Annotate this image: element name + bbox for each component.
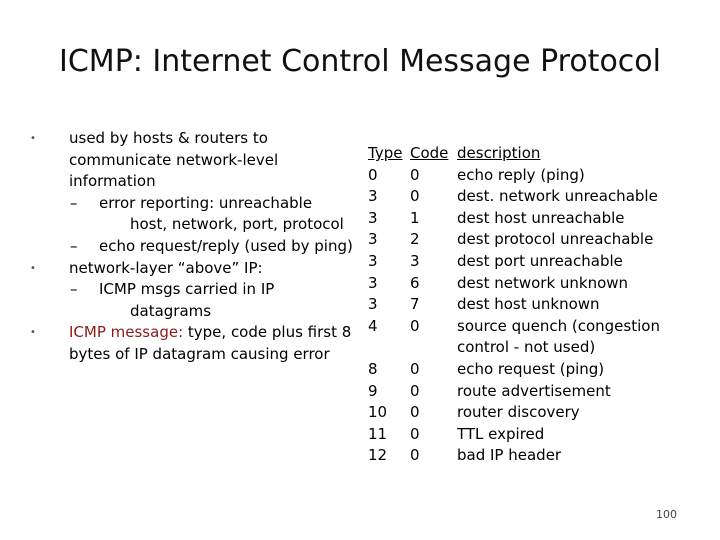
cell-description: source quench (congestion <box>457 316 660 335</box>
cell-description: route advertisement <box>457 381 611 400</box>
cell-code: 0 <box>410 424 420 443</box>
header-code: Code <box>410 144 449 162</box>
cell-code: 1 <box>410 208 420 227</box>
bullet-1-line-3: information <box>69 172 156 191</box>
sub-line-1: error reporting: unreachable <box>99 193 313 212</box>
cell-type: 10 <box>368 403 388 422</box>
cell-code: 0 <box>410 446 420 465</box>
slide-title: ICMP: Internet Control Message Protocol <box>59 44 661 79</box>
sub-icmp-line-1: ICMP msgs carried in IP <box>99 280 275 299</box>
bullet-item-2 <box>30 258 360 323</box>
sub-icmp-line-2: datagrams <box>130 301 212 320</box>
bullet-3-line-1 <box>69 322 360 344</box>
cell-description: dest. network unreachable <box>457 187 658 206</box>
cell-type: 0 <box>368 165 378 184</box>
bullet-3-line-2: bytes of IP datagram causing error <box>69 344 330 363</box>
cell-description: dest host unknown <box>457 295 600 314</box>
cell-code: 0 <box>410 359 420 378</box>
cell-type: 9 <box>368 381 378 400</box>
cell-code: 0 <box>410 165 420 184</box>
cell-type: 3 <box>368 273 378 292</box>
cell-description: control - not used) <box>457 338 596 357</box>
bullet-2-line-1: network-layer “above” IP: <box>69 258 263 277</box>
cell-description: dest network unknown <box>457 273 629 292</box>
cell-type: 3 <box>368 295 378 314</box>
bullet-marker: • <box>30 262 36 274</box>
cell-description: router discovery <box>457 403 580 422</box>
bullet-1-line-2: communicate network-level <box>69 150 279 169</box>
bullet-marker: • <box>30 133 36 144</box>
cell-type: 4 <box>368 316 378 335</box>
cell-description: dest host unreachable <box>457 208 625 227</box>
dash-marker: – <box>70 236 78 255</box>
cell-code: 7 <box>410 295 420 314</box>
bullet-marker: • <box>30 327 36 339</box>
cell-description: TTL expired <box>457 424 545 443</box>
cell-code: 0 <box>410 187 420 206</box>
sub-line-2: host, network, port, protocol <box>130 215 344 234</box>
cell-type: 3 <box>368 251 378 270</box>
cell-description: echo reply (ping) <box>457 165 585 184</box>
header-description: description <box>457 144 541 162</box>
cell-type: 11 <box>368 424 388 443</box>
sub-item-echo <box>70 236 360 258</box>
cell-code: 0 <box>410 403 420 422</box>
cell-type: 3 <box>368 208 378 227</box>
cell-description: dest protocol unreachable <box>457 230 654 249</box>
bullet-1-line-1: used by hosts & routers to <box>69 129 268 147</box>
bullet-list <box>30 128 360 366</box>
cell-description: echo request (ping) <box>457 359 605 378</box>
icmp-message-highlight: ICMP message: <box>69 323 184 342</box>
bullet-item-3 <box>30 322 360 365</box>
dash-marker: – <box>70 193 78 212</box>
cell-type: 8 <box>368 359 378 378</box>
sub-echo-text: echo request/reply (used by ping) <box>99 236 353 255</box>
sub-item-icmp-msgs <box>70 279 360 301</box>
bullet-item-1 <box>30 128 360 258</box>
cell-code: 0 <box>410 316 420 335</box>
cell-type: 12 <box>368 446 388 465</box>
cell-type: 3 <box>368 230 378 249</box>
cell-code: 6 <box>410 273 420 292</box>
header-type: Type <box>368 144 403 162</box>
cell-description: bad IP header <box>457 446 562 465</box>
cell-code: 2 <box>410 230 420 249</box>
cell-description: dest port unreachable <box>457 251 623 270</box>
cell-type: 3 <box>368 187 378 206</box>
cell-code: 0 <box>410 381 420 400</box>
page-number: 100 <box>656 508 677 521</box>
cell-code: 3 <box>410 251 420 270</box>
sub-item-error-reporting <box>70 193 360 215</box>
bullet-3-rest: type, code plus first 8 <box>183 323 352 342</box>
dash-marker: – <box>70 280 78 299</box>
